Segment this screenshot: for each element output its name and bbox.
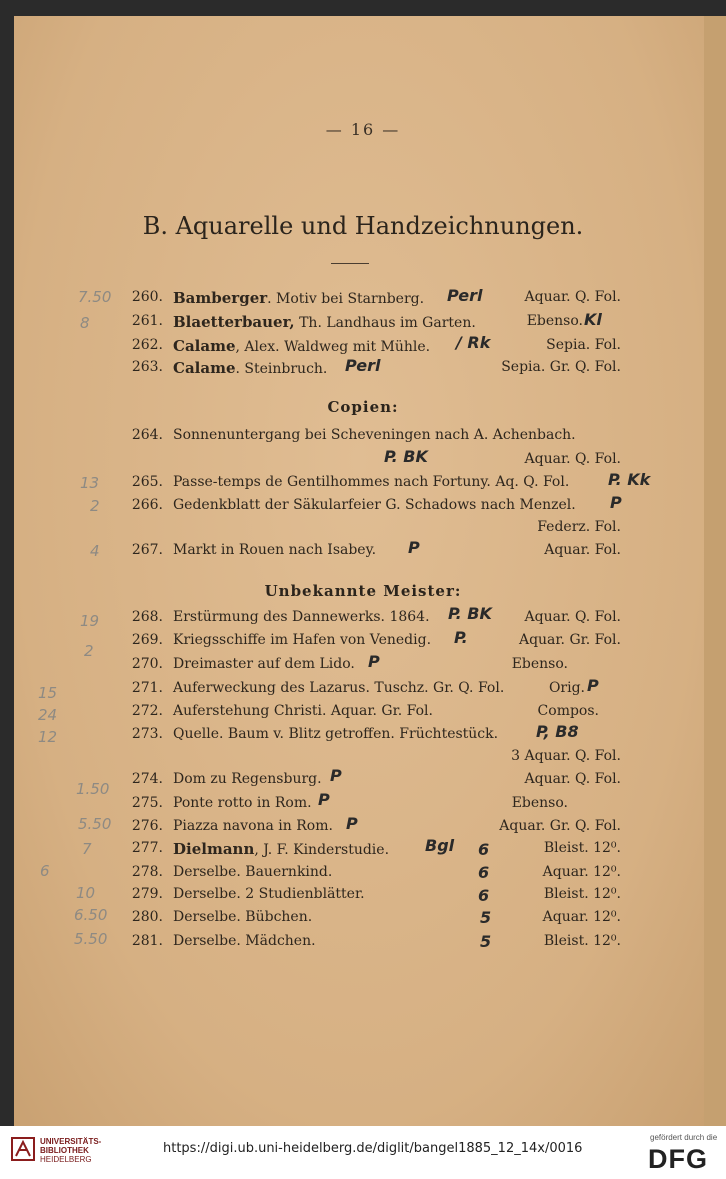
catalog-entry: [0, 427, 726, 449]
library-name-line: UNIVERSITÄTS-: [40, 1137, 102, 1146]
entry-description: Derselbe. Bübchen.: [173, 909, 313, 925]
handwritten-note: P: [318, 790, 330, 809]
entry-medium: Aquar. Gr. Fol.: [518, 632, 621, 648]
handwritten-note: P: [330, 766, 342, 785]
entry-description: Quelle. Baum v. Blitz getroffen. Früchtestück.: [173, 726, 499, 742]
entry-text: [173, 337, 430, 355]
title-divider: [331, 263, 369, 264]
entry-description: . Steinbruch.: [235, 361, 328, 377]
pencil-price: 24: [38, 706, 58, 724]
entry-description: Derselbe. Bauernkind.: [173, 864, 333, 880]
entry-number: 262.: [131, 337, 163, 353]
entry-description: Sonnenuntergang bei Scheveningen nach A. Achenbach.: [173, 427, 576, 443]
entry-description: Th. Landhaus im Garten.: [294, 315, 476, 331]
sponsor-caption: gefördert durch die: [650, 1133, 718, 1142]
entry-description: Dreimaster auf dem Lido.: [173, 656, 355, 672]
entry-number: 260.: [131, 289, 163, 305]
pencil-price: 6.50: [74, 906, 108, 924]
entry-number: 263.: [131, 359, 163, 375]
page-edge: [704, 16, 726, 1126]
entry-medium: Sepia. Gr. Q. Fol.: [501, 359, 621, 375]
entry-description: Kriegsschiffe im Hafen von Venedig.: [173, 632, 432, 648]
entry-description: . Motiv bei Starnberg.: [267, 291, 425, 307]
handwritten-note: P: [408, 538, 420, 557]
entry-description: , J. F. Kinderstudie.: [254, 842, 390, 858]
catalog-entry: [0, 680, 726, 702]
catalog-entry: [0, 726, 726, 748]
pencil-price: 8: [80, 314, 90, 332]
entry-number: 268.: [131, 609, 163, 625]
handwritten-note: 6: [478, 886, 490, 905]
pencil-price: 1.50: [76, 780, 110, 798]
entry-medium: Aquar. Q. Fol.: [524, 451, 621, 467]
entry-number: 264.: [131, 427, 163, 443]
entry-medium: Bleist. 12⁰.: [543, 886, 621, 902]
entry-number: 265.: [131, 474, 163, 490]
entry-number: 273.: [131, 726, 163, 742]
entry-number: 279.: [131, 886, 163, 902]
entry-medium: Ebenso.: [511, 795, 568, 811]
entry-number: 276.: [131, 818, 163, 834]
pencil-price: 6: [40, 862, 50, 880]
entry-medium: Aquar. 12⁰.: [542, 909, 621, 925]
entry-number: 277.: [131, 840, 163, 856]
section-title: B. Aquarelle und Handzeichnungen.: [142, 212, 584, 240]
entry-number: 281.: [131, 933, 163, 949]
entry-description: Derselbe. 2 Studienblätter.: [173, 886, 365, 902]
handwritten-note: 5: [480, 908, 492, 927]
entry-description: Gedenkblatt der Säkularfeier G. Schadows nach Menzel.: [173, 497, 576, 513]
entry-medium: Aquar. Fol.: [544, 542, 621, 558]
handwritten-note: P. BK: [384, 447, 428, 466]
catalog-entry: [0, 795, 726, 817]
catalog-entry: [0, 632, 726, 654]
scanned-page: [14, 16, 704, 1126]
catalog-entry: [0, 909, 726, 931]
library-name[interactable]: [40, 1137, 101, 1164]
handwritten-note: 5: [480, 932, 492, 951]
catalog-entry: [0, 933, 726, 955]
handwritten-note: / Rk: [456, 333, 491, 352]
handwritten-note: P: [610, 493, 622, 512]
pencil-price: 10: [76, 884, 96, 902]
pencil-price: 7.50: [78, 288, 112, 306]
entry-medium: Aquar. Gr. Q. Fol.: [499, 818, 621, 834]
pencil-price: 4: [90, 542, 100, 560]
section-heading-unknown: Unbekannte Meister:: [264, 582, 462, 600]
entry-medium: Aquar. Q. Fol.: [524, 771, 621, 787]
permalink-url[interactable]: https://digi.ub.uni-heidelberg.de/diglit/bangel1885_12_14x/0016: [163, 1141, 583, 1156]
entry-medium: Aquar. Q. Fol.: [524, 289, 621, 305]
handwritten-note: P: [368, 652, 380, 671]
handwritten-note: Perl: [345, 356, 381, 375]
entry-number: 267.: [131, 542, 163, 558]
catalog-entry: [0, 542, 726, 564]
handwritten-note: P.: [454, 628, 468, 647]
catalog-entry: [0, 656, 726, 678]
handwritten-note: P. BK: [448, 604, 492, 623]
artist-name: Blaetterbauer,: [173, 313, 295, 331]
entry-number: 261.: [131, 313, 163, 329]
entry-description: Markt in Rouen nach Isabey.: [173, 542, 377, 558]
handwritten-note: P: [346, 814, 358, 833]
library-name-line: BIBLIOTHEK: [40, 1146, 89, 1155]
entry-medium: Ebenso.: [511, 656, 568, 672]
entry-text: [173, 313, 476, 331]
entry-description: Auferstehung Christi. Aquar. Gr. Fol.: [173, 703, 433, 719]
artist-name: Calame: [173, 359, 236, 377]
entry-medium: Aquar. Q. Fol.: [524, 609, 621, 625]
entry-text: [173, 289, 424, 307]
entry-number: 269.: [131, 632, 163, 648]
entry-text: [173, 359, 327, 377]
artist-name: Bamberger: [173, 289, 268, 307]
entry-number: 271.: [131, 680, 163, 696]
page-number: — 16 —: [325, 120, 401, 139]
entry-attribution: Orig.: [548, 680, 585, 696]
artist-name: Dielmann: [173, 840, 255, 858]
pencil-price: 12: [38, 728, 58, 746]
catalog-entry: [0, 840, 726, 862]
entry-medium: Federz. Fol.: [537, 519, 621, 535]
catalog-entry-continuation: [0, 748, 726, 770]
pencil-price: 19: [80, 612, 100, 630]
catalog-entry: [0, 609, 726, 631]
handwritten-note: 6: [478, 840, 490, 859]
handwritten-note: Perl: [447, 286, 483, 305]
pencil-price: 15: [38, 684, 58, 702]
catalog-entry: [0, 886, 726, 908]
entry-medium: 3 Aquar. Q. Fol.: [511, 748, 621, 764]
library-name-line: HEIDELBERG: [40, 1155, 92, 1164]
entry-description: , Alex. Waldweg mit Mühle.: [235, 339, 431, 355]
catalog-entry: [0, 703, 726, 725]
pencil-price: 5.50: [78, 815, 112, 833]
handwritten-note: 6: [478, 863, 490, 882]
pencil-price: 13: [80, 474, 100, 492]
catalog-entry-continuation: [0, 519, 726, 541]
entry-attribution: Compos.: [537, 703, 599, 719]
entry-number: 270.: [131, 656, 163, 672]
pencil-price: 5.50: [74, 930, 108, 948]
entry-medium: Bleist. 12⁰.: [543, 840, 621, 856]
entry-description: Passe-temps de Gentilhommes nach Fortuny. Aq. Q. Fol.: [173, 474, 570, 490]
entry-number: 266.: [131, 497, 163, 513]
handwritten-note: P, B8: [536, 722, 579, 741]
entry-description: Erstürmung des Dannewerks. 1864.: [173, 609, 430, 625]
entry-medium: Aquar. 12⁰.: [542, 864, 621, 880]
entry-number: 274.: [131, 771, 163, 787]
section-heading-copies: Copien:: [327, 398, 399, 416]
handwritten-note: P. Kk: [608, 470, 651, 489]
entry-number: 275.: [131, 795, 163, 811]
entry-description: Dom zu Regensburg.: [173, 771, 322, 787]
handwritten-note: Bgl: [425, 836, 455, 855]
entry-number: 280.: [131, 909, 163, 925]
entry-number: 272.: [131, 703, 163, 719]
pencil-price: 2: [84, 642, 94, 660]
university-library-logo-icon: [10, 1134, 36, 1164]
entry-description: Piazza navona in Rom.: [173, 818, 333, 834]
entry-description: Auferweckung des Lazarus. Tuschz. Gr. Q. Fol.: [173, 680, 505, 696]
entry-description: Ponte rotto in Rom.: [173, 795, 312, 811]
pencil-price: 2: [90, 497, 100, 515]
catalog-entry: [0, 864, 726, 886]
entry-text: [173, 840, 389, 858]
entry-medium: Sepia. Fol.: [546, 337, 621, 353]
entry-medium: Ebenso.: [526, 313, 583, 329]
catalog-entry: [0, 313, 726, 335]
pencil-price: 7: [82, 840, 92, 858]
artist-name: Calame: [173, 337, 236, 355]
entry-number: 278.: [131, 864, 163, 880]
dfg-logo[interactable]: DFG: [648, 1144, 708, 1174]
entry-description: Derselbe. Mädchen.: [173, 933, 316, 949]
entry-medium: Bleist. 12⁰.: [543, 933, 621, 949]
handwritten-note: Kl: [584, 310, 602, 329]
handwritten-note: P: [587, 676, 599, 695]
